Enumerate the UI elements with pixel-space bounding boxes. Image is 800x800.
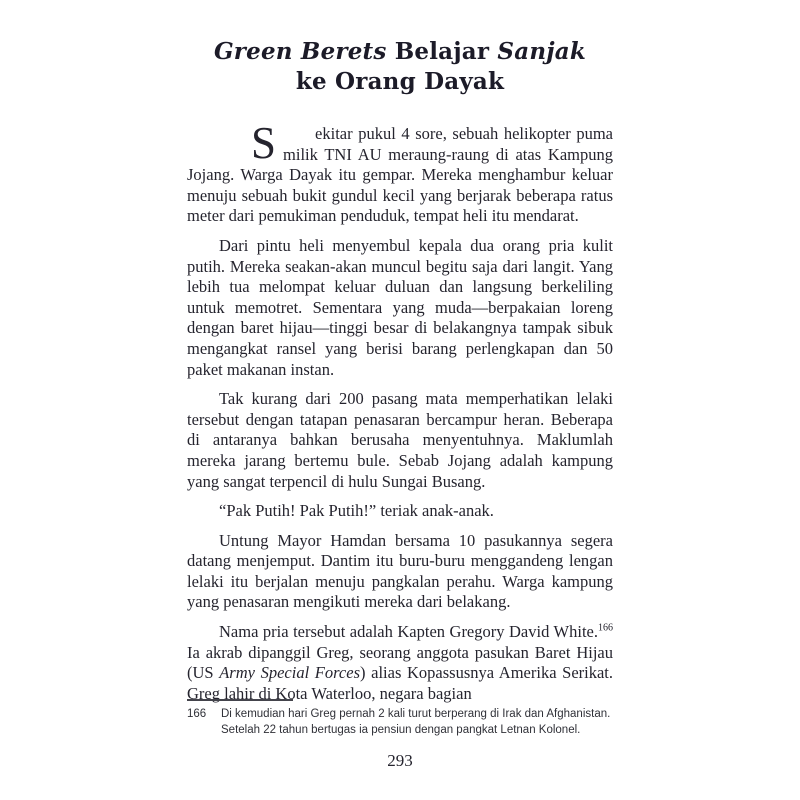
paragraph-3: Tak kurang dari 200 pasang mata memperhatikan lelaki tersebut dengan tatapan penasaran bercampur heran. Beberapa di antaranya bahkan berusaha menyentuhnya. Maklumlah mereka jarang bertemu bule. Sebab Jojang adalah kampung yang sangat terpencil di hulu Sungai Busang. xyxy=(187,389,613,491)
title-part-green-berets: Green Berets xyxy=(213,38,387,65)
title-line-1 xyxy=(214,38,586,65)
paragraph-6 xyxy=(187,622,613,704)
paragraph-4: “Pak Putih! Pak Putih!” teriak anak-anak. xyxy=(219,501,494,521)
paragraph-1-text: ekitar pukul 4 sore, sebuah helikopter puma milik TNI AU meraung-raung di atas Kampung Jojang. Warga Dayak itu gempar. Mereka menghambur keluar menuju sebuah bukit gundul kecil yang berjarak beberapa ratus meter dari pemukiman penduduk, tempat heli itu mendarat. xyxy=(187,124,613,226)
text-column xyxy=(187,0,613,704)
paragraph-6-seg1: Nama pria tersebut adalah Kapten Gregory David White. xyxy=(219,622,598,642)
footnote-divider xyxy=(187,699,293,701)
paragraph-5: Untung Mayor Hamdan bersama 10 pasukannya segera datang menjemput. Dantim itu buru-buru menggandeng lengan lelaki itu berjalan menuju pangkalan perahu. Warga kampung yang penasaran mengikuti mereka dari belakang. xyxy=(187,530,613,612)
footnote-block xyxy=(187,699,621,738)
footnote-text: Di kemudian hari Greg pernah 2 kali turut berperang di Irak dan Afghanistan. Setelah 22 tahun bertugas ia pensiun dengan pangkat Letnan Kolonel. xyxy=(221,708,611,736)
footnote xyxy=(187,707,621,738)
drop-cap: S xyxy=(251,118,277,168)
title-part-sanjak: Sanjak xyxy=(497,38,587,65)
paragraph-2: Dari pintu heli menyembul kepala dua orang pria kulit putih. Mereka seakan-akan muncul begitu saja dari langit. Yang lebih tua melompat keluar duluan dan langsung berkeliling untuk memotret. Sementara yang muda—berpakaian loreng dengan baret hijau—tinggi besar di belakangnya tampak sibuk mengangkat ransel yang berisi barang perlengkapan dan 50 paket makanan instan. xyxy=(187,235,613,379)
footnote-reference: 166 xyxy=(598,622,613,634)
chapter-title xyxy=(187,37,613,97)
title-line-2: ke Orang Dayak xyxy=(295,68,505,95)
title-part-belajar: Belajar xyxy=(386,38,498,65)
paragraph-6-seg2: Ia akrab dipanggil Greg, seorang anggota pasukan Baret Hijau (US xyxy=(187,642,613,683)
paragraph-1 xyxy=(187,118,613,227)
body-text xyxy=(187,118,614,704)
paragraph-6-seg3: ) alias Kopassusnya Amerika Serikat. Greg lahir di Kota Waterloo, negara bagian xyxy=(187,663,614,703)
footnote-number: 166 xyxy=(187,708,207,720)
paragraph-6-italic: Army Special Forces xyxy=(219,663,360,683)
page-number: 293 xyxy=(387,751,413,770)
